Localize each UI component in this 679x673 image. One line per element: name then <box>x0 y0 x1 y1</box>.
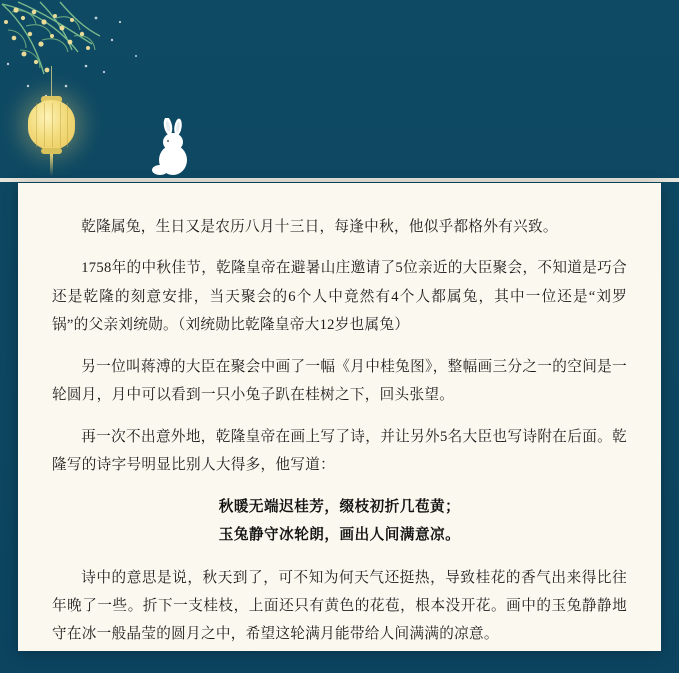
article-card <box>18 183 661 651</box>
paragraph: 1758年的中秋佳节，乾隆皇帝在避暑山庄邀请了5位亲近的大臣聚会，不知道是巧合还是乾隆的刻意安排，当天聚会的6个人中竟然有4个人都属兔，其中一位还是“刘罗锅”的父亲刘统勋。（刘统勋比乾隆皇帝大12岁也属兔） <box>52 260 627 334</box>
lantern-tassel <box>50 154 53 176</box>
lantern-icon <box>22 96 82 182</box>
poem-line: 秋暖无端迟桂芳，缀枝初折几苞黄； <box>218 498 461 515</box>
rabbit-icon <box>148 118 200 180</box>
paragraph: 乾隆属兔，生日又是农历八月十三日，每逢中秋，他似乎都格外有兴致。 <box>81 219 558 235</box>
shelf-divider <box>0 178 679 182</box>
poem-line: 玉兔静守冰轮朗，画出人间满意凉。 <box>218 527 461 544</box>
paragraph: 诗中的意思是说，秋天到了，可不知为何天气还挺热，导致桂花的香气出来得比往年晚了一些。折下一支桂枝，上面还只有黄色的花苞，根本没开花。画中的玉兔静静地守在冰一般晶莹的圆月之中，希望这轮满月能带给人间满满的凉意。 <box>52 569 627 643</box>
lantern-body <box>28 100 75 150</box>
lantern-ribs <box>28 100 75 150</box>
paragraph: 再一次不出意外地，乾隆皇帝在画上写了诗，并让另外5名大臣也写诗附在后面。乾隆写的诗字号明显比别人大得多，他写道： <box>52 428 627 474</box>
osmanthus-branch-icon <box>0 0 230 190</box>
paragraph: 另一位叫蒋溥的大臣在聚会中画了一幅《月中桂兔图》，整幅画三分之一的空间是一轮圆月，月中可以看到一只小兔子趴在桂树之下，回头张望。 <box>52 358 627 404</box>
poem-block <box>52 493 627 550</box>
lantern-cap <box>41 96 62 103</box>
lantern-string <box>51 66 52 98</box>
lantern-base <box>41 148 62 154</box>
